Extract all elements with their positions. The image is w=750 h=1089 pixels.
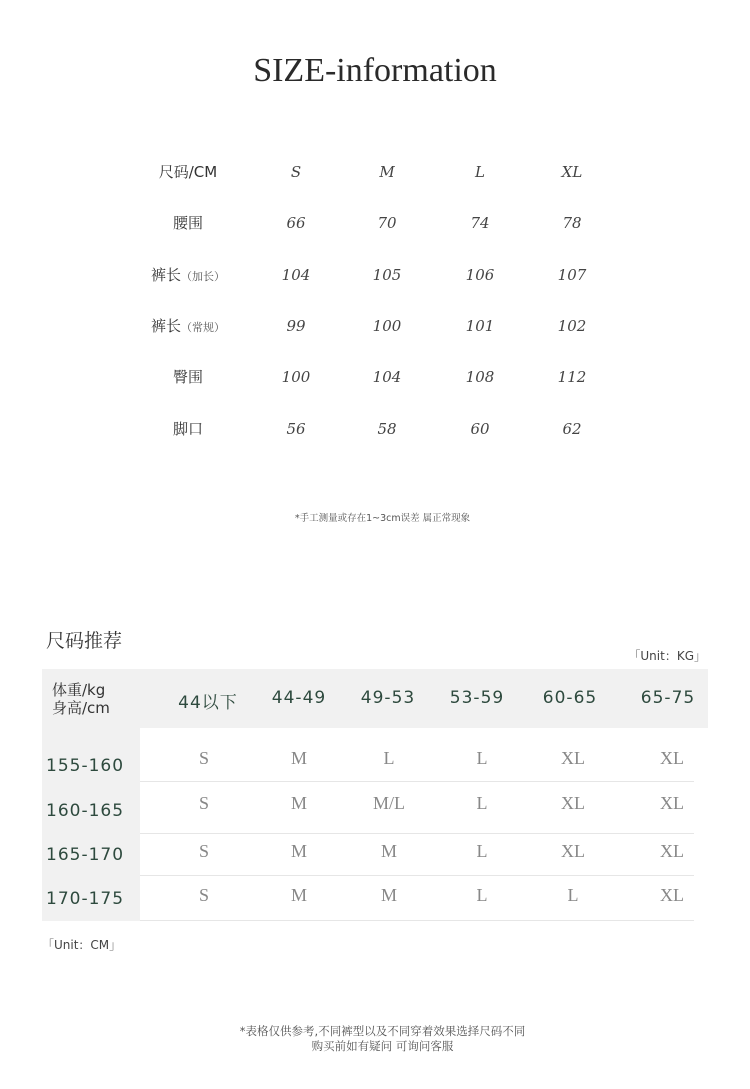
recommend-row [42,782,694,828]
height-label: 155-160 [46,756,125,776]
size-suggestion: L [383,748,395,768]
size-value: 108 [465,368,495,386]
page-title: SIZE-information [253,52,497,89]
weight-col-header: 60-65 [542,688,598,708]
recommend-row [42,876,694,922]
unit-kg-label: 「Unit：KG」 [628,649,706,663]
size-value: 56 [286,420,306,438]
size-row-length-long [0,263,750,287]
size-suggestion: L [476,793,488,813]
size-value: 105 [372,266,402,284]
size-value: 102 [557,317,587,335]
size-value: 74 [470,214,490,232]
size-row-hem [0,417,750,441]
size-suggestion: M [290,793,307,813]
size-suggestion: XL [660,748,684,768]
size-suggestion: XL [660,841,684,861]
weight-col-header: 65-75 [640,688,696,708]
size-suggestion: M [380,885,397,905]
size-value: 106 [465,266,495,284]
size-row-label: 裤长（常规） [150,317,225,335]
height-label: 165-170 [46,845,125,865]
size-value: 112 [557,368,587,386]
size-suggestion: M [290,748,307,768]
row-divider [140,920,694,921]
size-suggestion: L [476,885,488,905]
size-value: 66 [286,214,306,232]
recommend-row [42,832,694,878]
weight-col-header: 49-53 [360,688,416,708]
size-value: 104 [281,266,311,284]
size-value: 60 [470,420,490,438]
size-col-header: M [379,163,395,181]
size-row-label: 脚口 [172,420,203,438]
size-suggestion: L [476,841,488,861]
size-row-sublabel: （加长） [181,270,225,283]
size-row-label: 腰围 [172,214,203,232]
weight-col-header: 44以下 [178,693,238,713]
size-col-header: XL [561,163,583,181]
measurement-note: *手工测量或存在1~3cm误差 属正常现象 [294,513,471,524]
size-col-header: L [475,163,485,181]
size-row-hip [0,365,750,389]
size-suggestion: L [476,748,488,768]
size-value: 78 [562,214,582,232]
size-suggestion: L [567,885,579,905]
weight-col-header: 44-49 [271,688,327,708]
recommend-corner-label: 体重/kg 身高/cm [52,681,110,717]
size-value: 99 [286,317,306,335]
size-header-label: 尺码/CM [158,163,218,181]
size-suggestion: XL [561,748,585,768]
size-value: 62 [562,420,582,438]
size-suggestion: S [198,748,209,768]
footer-note [0,1024,750,1054]
size-row-label: 裤长（加长） [150,266,225,284]
size-row-waist [0,211,750,235]
unit-cm-label: 「Unit：CM」 [42,938,122,952]
size-suggestion: M [380,841,397,861]
recommend-header-row [42,669,708,728]
size-suggestion: M [290,885,307,905]
size-suggestion: M [290,841,307,861]
size-row-sublabel: （常规） [181,321,225,334]
size-value: 104 [372,368,402,386]
size-value: 107 [557,266,587,284]
size-value: 101 [465,317,495,335]
height-label: 170-175 [46,889,125,909]
recommend-row [42,736,694,782]
size-suggestion: M/L [372,793,405,813]
recommend-title: 尺码推荐 [46,630,123,652]
size-suggestion: S [198,841,209,861]
size-suggestion: S [198,885,209,905]
size-suggestion: XL [660,885,684,905]
footer-note-line1: *表格仅供参考,不同裤型以及不同穿着效果选择尺码不同 [239,1024,526,1038]
footer-note-line2: 购买前如有疑问 可询问客服 [311,1039,454,1053]
size-row-label: 臀围 [172,368,203,386]
size-suggestion: XL [660,793,684,813]
size-header-row [0,160,750,184]
size-value: 100 [372,317,402,335]
size-suggestion: S [198,793,209,813]
size-row-length-regular [0,314,750,338]
size-value: 100 [281,368,311,386]
size-col-header: S [290,163,302,181]
size-value: 58 [377,420,397,438]
size-value: 70 [377,214,397,232]
height-label: 160-165 [46,801,125,821]
size-suggestion: XL [561,841,585,861]
weight-col-header: 53-59 [449,688,505,708]
size-suggestion: XL [561,793,585,813]
